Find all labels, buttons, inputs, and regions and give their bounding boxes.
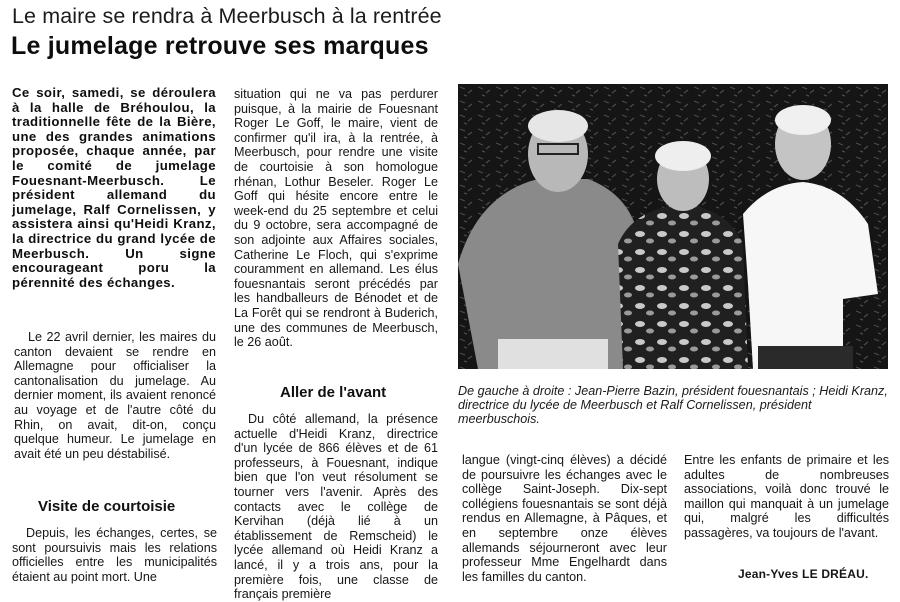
paragraph-1: Le 22 avril dernier, les maires du canton devaient se rendre en Allemagne pour officialiser la cantonalisation du jumelage. Au dernier moment, ils avaient renoncé au voyage et de l'autre côté du Rhin, on avait, dit-on, conçu quelque humeur. Le jumelage en avait été un peu déstabilisé. — [14, 330, 216, 461]
article-column-2 — [234, 87, 438, 350]
lead-text: Ce soir, samedi, se déroulera à la halle de Bréhoulou, la traditionnelle fête de la Bière, une des grandes animations proposée, chaque année, par le comité de jumelage Fouesnant-Meerbusch. Le président allemand du jumelage, Ralf Cornelissen, y assistera ainsi qu'Heidi Kranz, la directrice du grand lycée de Meerbusch. Un signe encourageant poru la pérennité des échanges. — [12, 85, 216, 290]
paragraph-4: Entre les enfants de primaire et les adultes de nombreuses associations, voilà donc trouvé le maillon qui manquait à un jumelage qui, malgré les difficultés passagères, va toujours de l'avant. — [684, 453, 889, 540]
article-column-3 — [462, 453, 667, 584]
article-photo — [458, 84, 888, 369]
paragraph-2b: situation qui ne va pas perdurer puisque, à la mairie de Fouesnant Roger Le Goff, le maire, vient de confirmer qu'il ira, à la rentrée, à Meerbusch, pour rendre une visite de courtoisie à son homologue rhénan, Lothur Beseler. Roger Le Goff qui hésite encore entre le week-end du 25 septembre et celui du 9 octobre, sera accompagné de son adjointe aux Affaires sociales, Catherine Le Floch, qui s'exprime couramment en allemand. Les élus fouesnantais seront précédés par les handballeurs de Bénodet et de La Forêt qui se rendront à Buderich, une des communes de Meerbusch, le 26 août. — [234, 87, 438, 350]
article-column-1 — [14, 330, 216, 461]
article-column-4 — [684, 453, 889, 541]
paragraph-3a: Du côté allemand, la présence actuelle d'Heidi Kranz, directrice d'un lycée de 866 élèves et de 61 professeurs, à Fouesnant, indique bien que l'on veut résolument se tourner vers l'avenir. Après des contacts avec le collège de Kervihan (déjà lié à un établissement de Remscheid) le lycée allemand où Heidi Kranz a lancé, il y a trois ans, pour la première fois, une classe de français première — [234, 412, 438, 602]
subhead-visite-de-courtoisie: Visite de courtoisie — [38, 498, 176, 515]
photo-three-people-image — [458, 84, 888, 369]
article-column-1-bottom — [12, 526, 217, 584]
photo-caption: De gauche à droite : Jean-Pierre Bazin, président fouesnantais ; Heidi Kranz, directrice du lycée de Meerbusch et Ralf Cornelissen, président meerbuschois. — [458, 384, 888, 426]
article-headline: Le jumelage retrouve ses marques — [11, 32, 429, 60]
article-byline: Jean-Yves LE DRÉAU. — [738, 567, 869, 581]
article-column-2-bottom — [234, 412, 438, 602]
subhead-aller-de-l-avant: Aller de l'avant — [280, 384, 387, 401]
article-lead — [12, 86, 216, 290]
paragraph-3b: langue (vingt-cinq élèves) a décidé de poursuivre les échanges avec le collège Saint-Joseph. Dix-sept collégiens fouesnantais se sont déjà rendus en Allemagne, à Pâques, et en septembre onze élèves allemands séjourneront avec leur professeur Mme Engelhardt dans les familles du canton. — [462, 453, 667, 584]
paragraph-2a: Depuis, les échanges, certes, se sont poursuivis mais les relations officielles entre les municipalités étaient au point mort. Une — [12, 526, 217, 584]
article-kicker: Le maire se rendra à Meerbusch à la rentrée — [12, 4, 442, 28]
